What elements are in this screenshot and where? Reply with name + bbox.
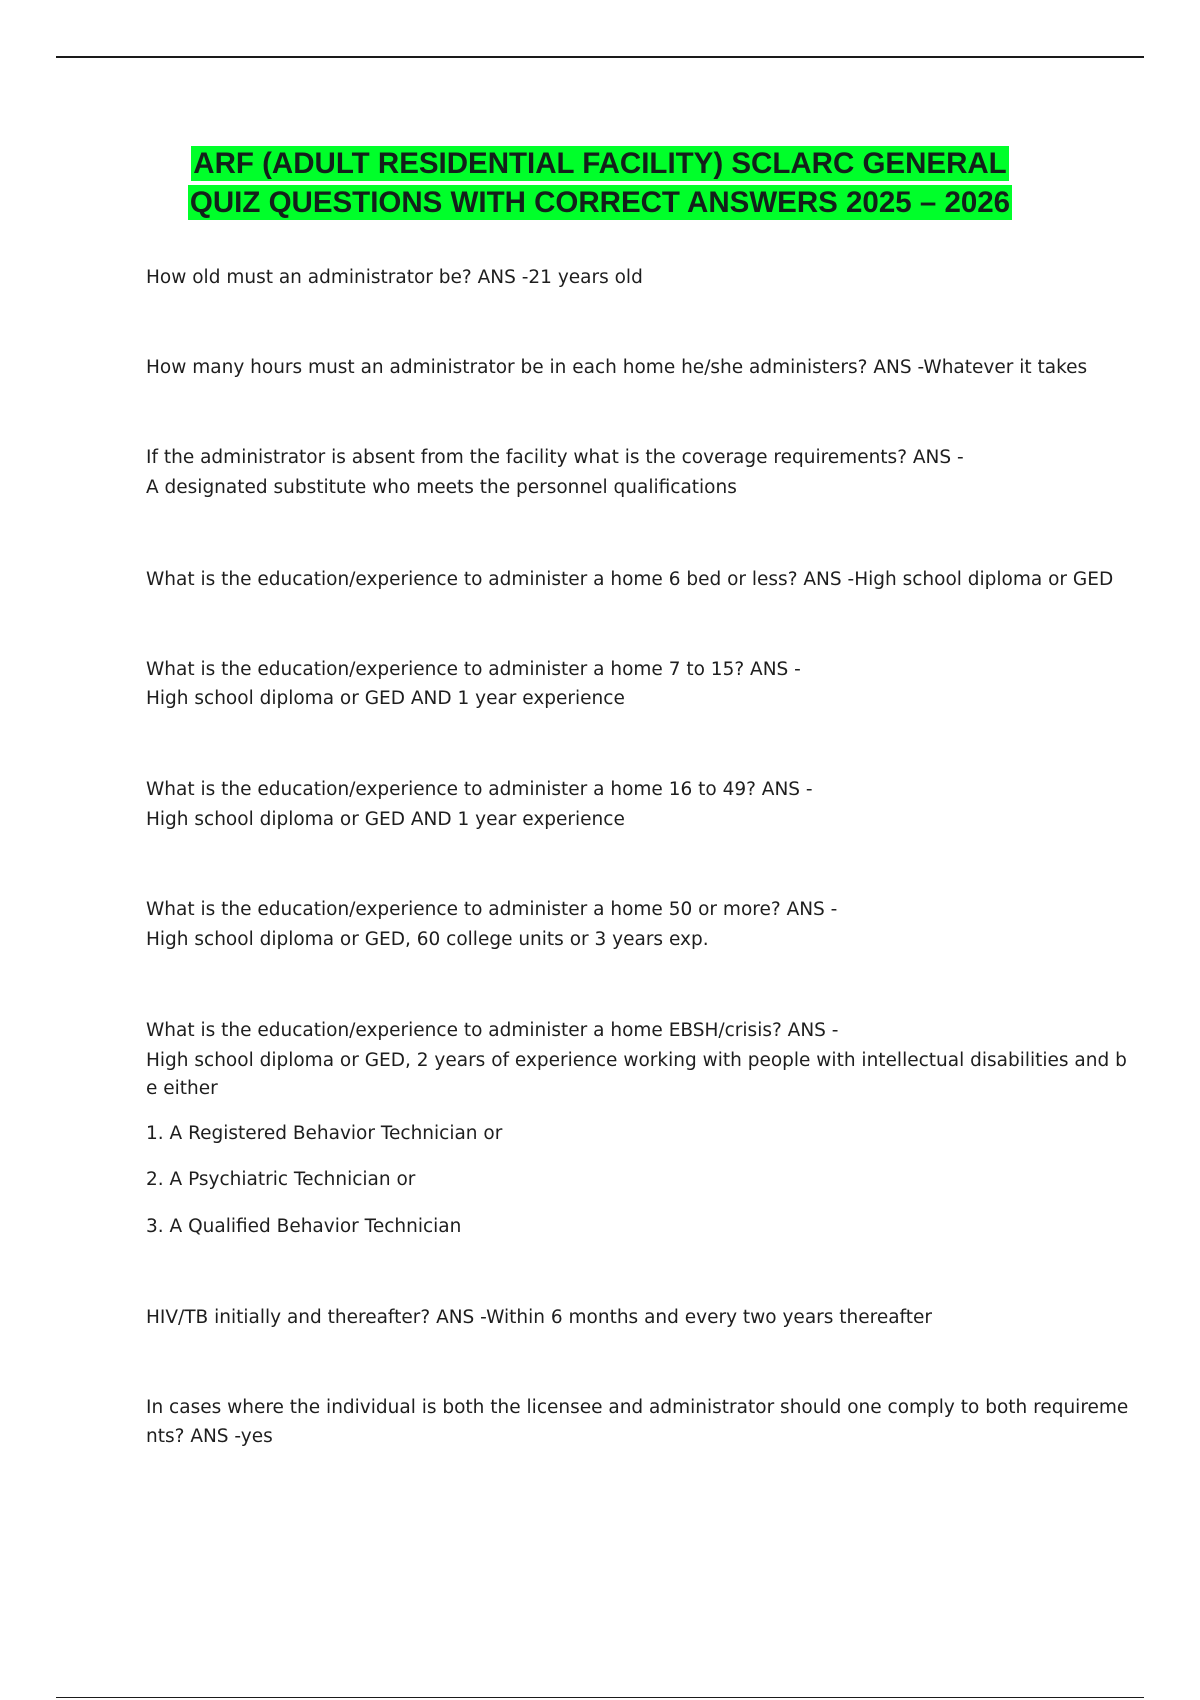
top-rule <box>56 56 1144 58</box>
qa-item-3-question: If the administrator is absent from the facility what is the coverage requirements? ANS - <box>146 447 964 468</box>
qa-item-5-question: What is the education/experience to administer a home 7 to 15? ANS - <box>146 659 801 680</box>
qa-item-8-answer-cont: e either <box>146 1078 218 1099</box>
qa-item-7-question: What is the education/experience to administer a home 50 or more? ANS - <box>146 899 838 920</box>
qa-item-9: HIV/TB initially and thereafter? ANS -Within 6 months and every two years thereafter <box>146 1307 932 1328</box>
qa-item-6-answer: High school diploma or GED AND 1 year experience <box>146 809 625 830</box>
list-item-2: 2. A Psychiatric Technician or <box>146 1169 416 1190</box>
qa-item-10-answer: nts? ANS -yes <box>146 1426 273 1447</box>
bottom-rule <box>56 1697 1144 1698</box>
qa-item-10-question: In cases where the individual is both the licensee and administrator should one comply to both requireme <box>146 1397 1129 1418</box>
qa-item-2: How many hours must an administrator be in each home he/she administers? ANS -Whatever it takes <box>146 357 1088 378</box>
qa-item-8-answer: High school diploma or GED, 2 years of experience working with people with intellectual disabilities and b <box>146 1050 1127 1071</box>
document-title <box>150 144 1050 222</box>
qa-item-5-answer: High school diploma or GED AND 1 year experience <box>146 688 625 709</box>
qa-item-6-question: What is the education/experience to administer a home 16 to 49? ANS - <box>146 779 813 800</box>
qa-item-4: What is the education/experience to administer a home 6 bed or less? ANS -High school diploma or GED <box>146 569 1114 590</box>
title-line-1: ARF (ADULT RESIDENTIAL FACILITY) SCLARC GENERAL <box>193 147 1007 180</box>
qa-item-7-answer: High school diploma or GED, 60 college units or 3 years exp. <box>146 929 709 950</box>
qa-item-3-answer: A designated substitute who meets the personnel qualifications <box>146 477 737 498</box>
qa-item-8-question: What is the education/experience to administer a home EBSH/crisis? ANS - <box>146 1020 839 1041</box>
list-item-3: 3. A Qualified Behavior Technician <box>146 1216 462 1237</box>
title-line-2: QUIZ QUESTIONS WITH CORRECT ANSWERS 2025 – 2026 <box>189 186 1011 219</box>
list-item-1: 1. A Registered Behavior Technician or <box>146 1123 503 1144</box>
qa-item-1: How old must an administrator be? ANS -21 years old <box>146 267 643 288</box>
